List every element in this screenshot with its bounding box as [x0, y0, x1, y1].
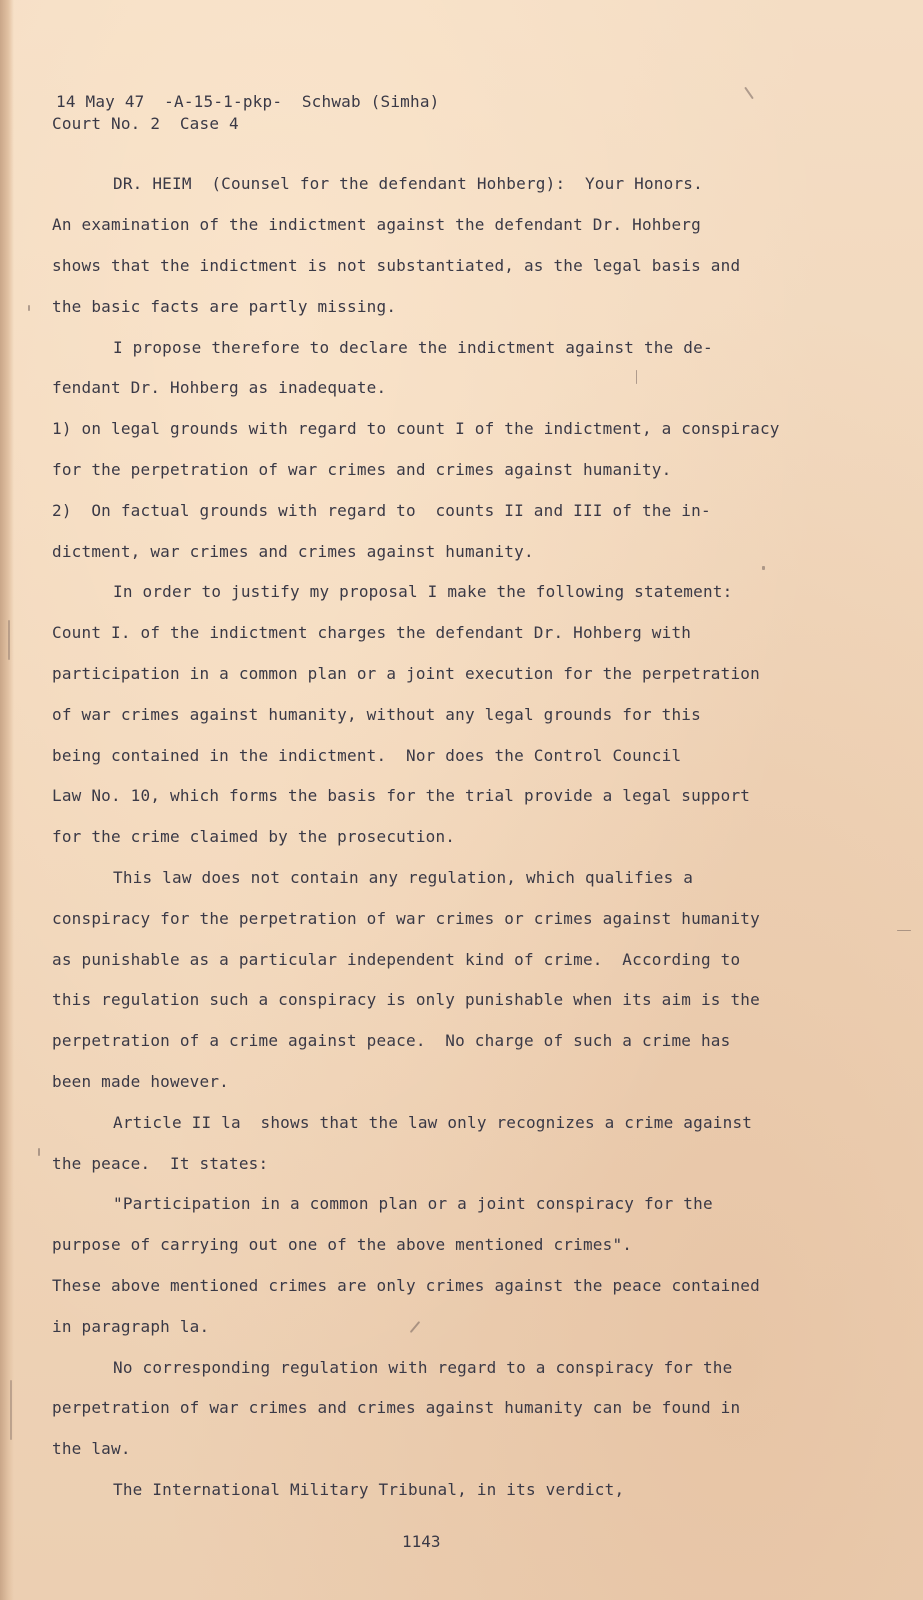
paper-speck [636, 370, 637, 384]
body-line: shows that the indictment is not substantiated, as the legal basis and [52, 256, 741, 275]
body-line: dictment, war crimes and crimes against humanity. [52, 542, 534, 561]
body-line: been made however. [52, 1072, 229, 1091]
body-line: perpetration of a crime against peace. No charge of such a crime has [52, 1031, 731, 1050]
paper-speck [10, 1380, 12, 1440]
paper-speck [410, 1321, 421, 1333]
body-line: "Participation in a common plan or a joint conspiracy for the [113, 1194, 713, 1213]
header-line-2: Court No. 2 Case 4 [52, 114, 239, 133]
page-number: 1143 [402, 1532, 441, 1551]
body-line: DR. HEIM (Counsel for the defendant Hohberg): Your Honors. [113, 174, 703, 193]
body-line: 1) on legal grounds with regard to count I of the indictment, a conspiracy [52, 419, 780, 438]
body-line: Count I. of the indictment charges the defendant Dr. Hohberg with [52, 623, 692, 642]
body-line: purpose of carrying out one of the above mentioned crimes". [52, 1235, 633, 1254]
body-line: the peace. It states: [52, 1154, 269, 1173]
body-line: The International Military Tribunal, in its verdict, [113, 1480, 625, 1499]
body-line: Article II la shows that the law only recognizes a crime against [113, 1113, 753, 1132]
body-line: this regulation such a conspiracy is only punishable when its aim is the [52, 990, 760, 1009]
body-line: for the perpetration of war crimes and crimes against humanity. [52, 460, 672, 479]
body-line: No corresponding regulation with regard to a conspiracy for the [113, 1358, 733, 1377]
paper-speck [38, 1148, 40, 1156]
body-line: in paragraph la. [52, 1317, 210, 1336]
paper-speck [8, 620, 10, 660]
torn-left-edge [0, 0, 14, 1600]
paper-speck [744, 87, 754, 100]
body-line: This law does not contain any regulation, which qualifies a [113, 868, 694, 887]
paper-speck [28, 305, 30, 311]
body-line: In order to justify my proposal I make the following statement: [113, 582, 733, 601]
body-line: the law. [52, 1439, 131, 1458]
header-line-1: 14 May 47 -A-15-1-pkp- Schwab (Simha) [56, 92, 440, 111]
body-line: 2) On factual grounds with regard to counts II and III of the in- [52, 501, 711, 520]
body-line: conspiracy for the perpetration of war crimes or crimes against humanity [52, 909, 760, 928]
body-line: fendant Dr. Hohberg as inadequate. [52, 378, 387, 397]
body-line: perpetration of war crimes and crimes against humanity can be found in [52, 1398, 741, 1417]
body-line: An examination of the indictment against the defendant Dr. Hohberg [52, 215, 701, 234]
body-line: the basic facts are partly missing. [52, 297, 397, 316]
body-line: for the crime claimed by the prosecution. [52, 827, 456, 846]
body-line: participation in a common plan or a joint execution for the perpetration [52, 664, 760, 683]
body-line: as punishable as a particular independent kind of crime. According to [52, 950, 741, 969]
body-line: Law No. 10, which forms the basis for the trial provide a legal support [52, 786, 751, 805]
body-line: I propose therefore to declare the indictment against the de- [113, 338, 713, 357]
paper-speck [897, 930, 911, 931]
body-line: These above mentioned crimes are only crimes against the peace contained [52, 1276, 760, 1295]
body-line: of war crimes against humanity, without any legal grounds for this [52, 705, 701, 724]
paper-speck [762, 566, 765, 570]
body-line: being contained in the indictment. Nor does the Control Council [52, 746, 682, 765]
